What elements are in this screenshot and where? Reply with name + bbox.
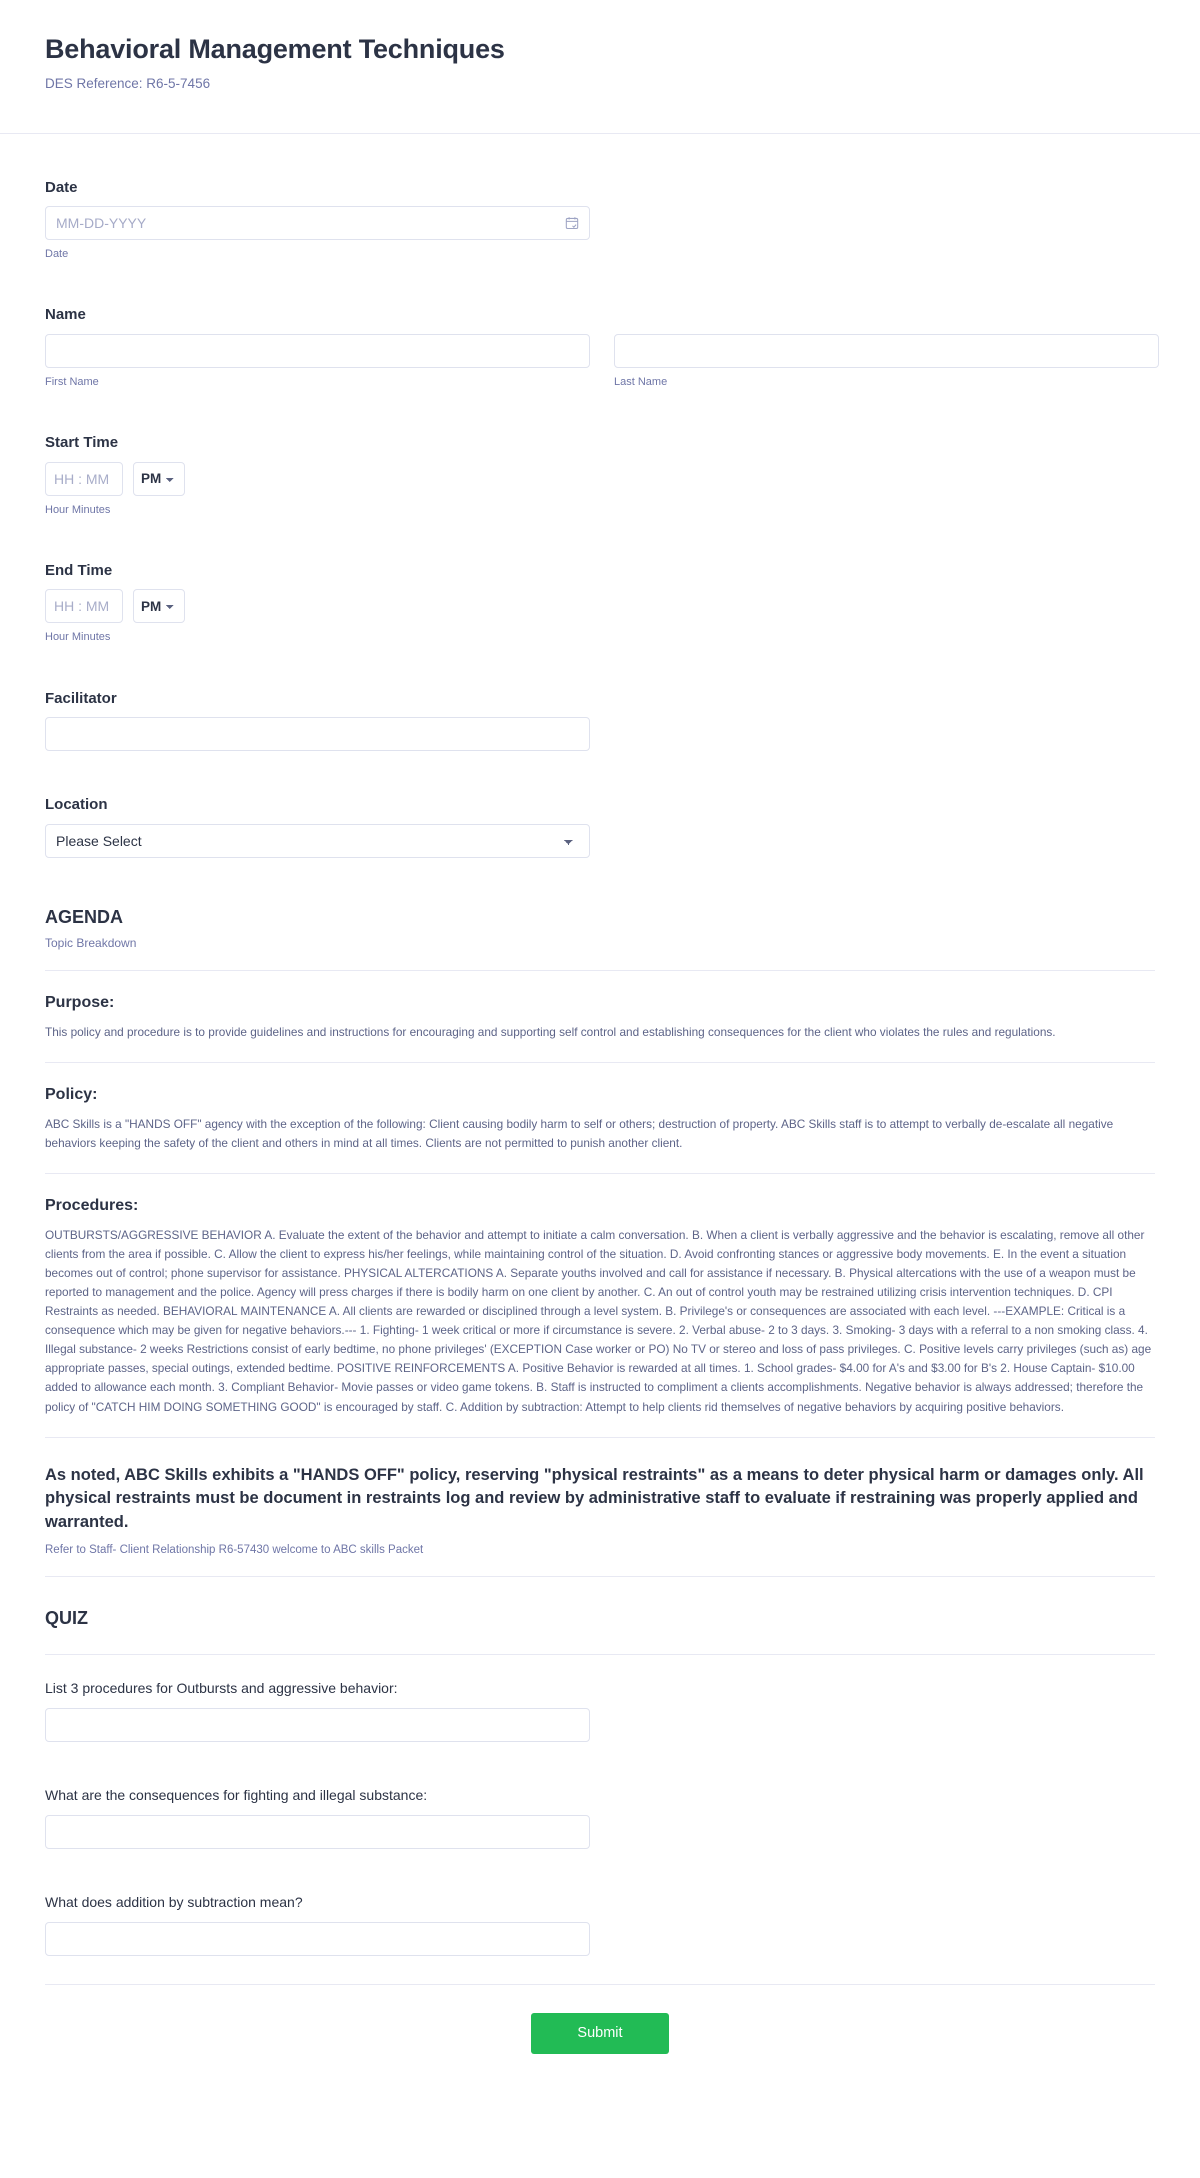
end-time-label: End Time (45, 561, 113, 579)
quiz-answer-3-input[interactable] (45, 1922, 590, 1956)
field-start-time (45, 411, 1155, 517)
form-footer (45, 1984, 1155, 2094)
quiz-answer-2-input[interactable] (45, 1815, 590, 1849)
date-input-wrapper (45, 206, 590, 240)
quiz-question-3-label: What does addition by subtraction mean? (45, 1893, 303, 1910)
start-time-row (45, 462, 1155, 496)
agenda-sub: Topic Breakdown (45, 936, 137, 951)
form-body (0, 134, 1200, 2094)
agenda-heading: AGENDA (45, 906, 124, 927)
start-time-input[interactable] (45, 462, 123, 496)
procedures-heading: Procedures: (45, 1196, 139, 1214)
quiz-section (45, 1577, 1155, 1655)
last-name-input[interactable] (614, 334, 1159, 368)
agenda-section (45, 880, 1155, 971)
quiz-question-1-label: List 3 procedures for Outbursts and aggressive behavior: (45, 1679, 398, 1696)
quiz-question-1 (45, 1655, 1155, 1742)
field-facilitator (45, 667, 1155, 752)
location-label: Location (45, 796, 108, 814)
policy-block (45, 1063, 1155, 1174)
purpose-text: This policy and procedure is to provide guidelines and instructions for encouraging and supporting self control and establishing consequences for the client who violates the rules and regulations. (45, 1024, 1056, 1039)
date-sublabel: Date (45, 248, 69, 261)
name-label: Name (45, 306, 86, 324)
page-title: Behavioral Management Techniques (45, 34, 505, 64)
last-name-sublabel: Last Name (614, 375, 668, 388)
name-row (45, 334, 1155, 389)
quiz-answer-1-input[interactable] (45, 1708, 590, 1742)
end-time-input[interactable] (45, 589, 123, 623)
date-label: Date (45, 178, 78, 196)
purpose-heading: Purpose: (45, 993, 115, 1011)
first-name-col (45, 334, 590, 389)
quiz-question-2-label: What are the consequences for fighting and illegal substance: (45, 1786, 428, 1803)
quiz-question-2 (45, 1762, 1155, 1849)
field-name (45, 283, 1155, 389)
end-time-sublabel: Hour Minutes (45, 631, 111, 644)
field-date (45, 156, 1155, 262)
facilitator-label: Facilitator (45, 689, 117, 707)
last-name-col (614, 334, 1159, 389)
start-time-ampm-select[interactable] (133, 462, 185, 496)
form-header (0, 0, 1200, 134)
quiz-heading: QUIZ (45, 1608, 88, 1629)
first-name-sublabel: First Name (45, 375, 99, 388)
location-select[interactable] (45, 824, 590, 858)
notice-sub: Refer to Staff- Client Relationship R6-57430 welcome to ABC skills Packet (45, 1543, 424, 1556)
procedures-block (45, 1174, 1155, 1438)
end-time-row (45, 589, 1155, 623)
start-time-label: Start Time (45, 434, 119, 452)
submit-button[interactable]: Submit (531, 2013, 668, 2054)
field-end-time (45, 539, 1155, 645)
quiz-question-3 (45, 1869, 1155, 1956)
notice-block (45, 1438, 1155, 1578)
notice-text: As noted, ABC Skills exhibits a "HANDS OFF" policy, reserving "physical restraints" as a means to deter physical harm or damages only. All physical restraints must be document in restraints log and review by administrative staff to evaluate if restraining was properly applied and warranted. (45, 1465, 1144, 1531)
start-time-sublabel: Hour Minutes (45, 503, 111, 516)
first-name-input[interactable] (45, 334, 590, 368)
field-location (45, 773, 1155, 858)
purpose-block (45, 971, 1155, 1063)
date-input[interactable] (45, 206, 590, 240)
end-time-ampm-select[interactable] (133, 589, 185, 623)
policy-text: ABC Skills is a "HANDS OFF" agency with the exception of the following: Client causing bodily harm to self or others; destruction of property. ABC Skills staff is to attempt to verbally de-escalate all negative behaviors keeping the safety of the client and others in mind at all times. Clients are not permitted to punish another client. (45, 1116, 1114, 1150)
page-subtitle: DES Reference: R6-5-7456 (45, 76, 211, 92)
procedures-text: OUTBURSTS/AGGRESSIVE BEHAVIOR A. Evaluate the extent of the behavior and attempt to initiate a calm conversation. B. When a client is verbally aggressive and the behavior is escalating, remove all other clients from the area if possible. C. Allow the client to express his/her feelings, while maintaining control of the situation. D. Avoid confronting stances or aggressive body movements. E. In the event a situation becomes out of control; phone supervisor for assistance. PHYSICAL ALTERCATIONS A. Separate youths involved and call for assistance if necessary. B. Physical altercations with the use of a weapon must be reported to management and the police. Agency will press charges if there is bodily harm on one client by another. C. An out of control youth may be restrained utilizing crisis intervention techniques. D. CPI Restraints as needed. BEHAVIORAL MAINTENANCE A. All clients are rewarded or disciplined through a level system. B. Privilege's or consequences are associated with each level. ---EXAMPLE: Critical is a consequence which may be given for negative behaviors.--- 1. Fighting- 1 week critical or more if circumstance is severe. 2. Verbal abuse- 2 to 3 days. 3. Smoking- 3 days with a referral to a non smoking class. 4. Illegal substance- 2 weeks Restrictions consist of early bedtime, no phone privileges' (EXCEPTION Case worker or PO) No TV or stereo and loss of pass privileges. C. Positive levels carry privileges (such as) age appropriate passes, special outings, extended bedtime. POSITIVE REINFORCEMENTS A. Positive Behavior is rewarded at all times. 1. School grades- $4.00 for A's and $3.00 for B's 2. House Captain- $10.00 added to allowance each month. 3. Compliant Behavior- Movie passes or video game tokens. B. Staff is instructed to compliment a clients accomplishments. Negative behavior is always addressed; therefore the policy of "CATCH HIM DOING SOMETHING GOOD" is encouraged by staff. C. Addition by subtraction: Attempt to help clients rid themselves of negative behaviors by acquiring positive behaviors. (45, 1227, 1152, 1414)
policy-heading: Policy: (45, 1085, 98, 1103)
facilitator-input[interactable] (45, 717, 590, 751)
